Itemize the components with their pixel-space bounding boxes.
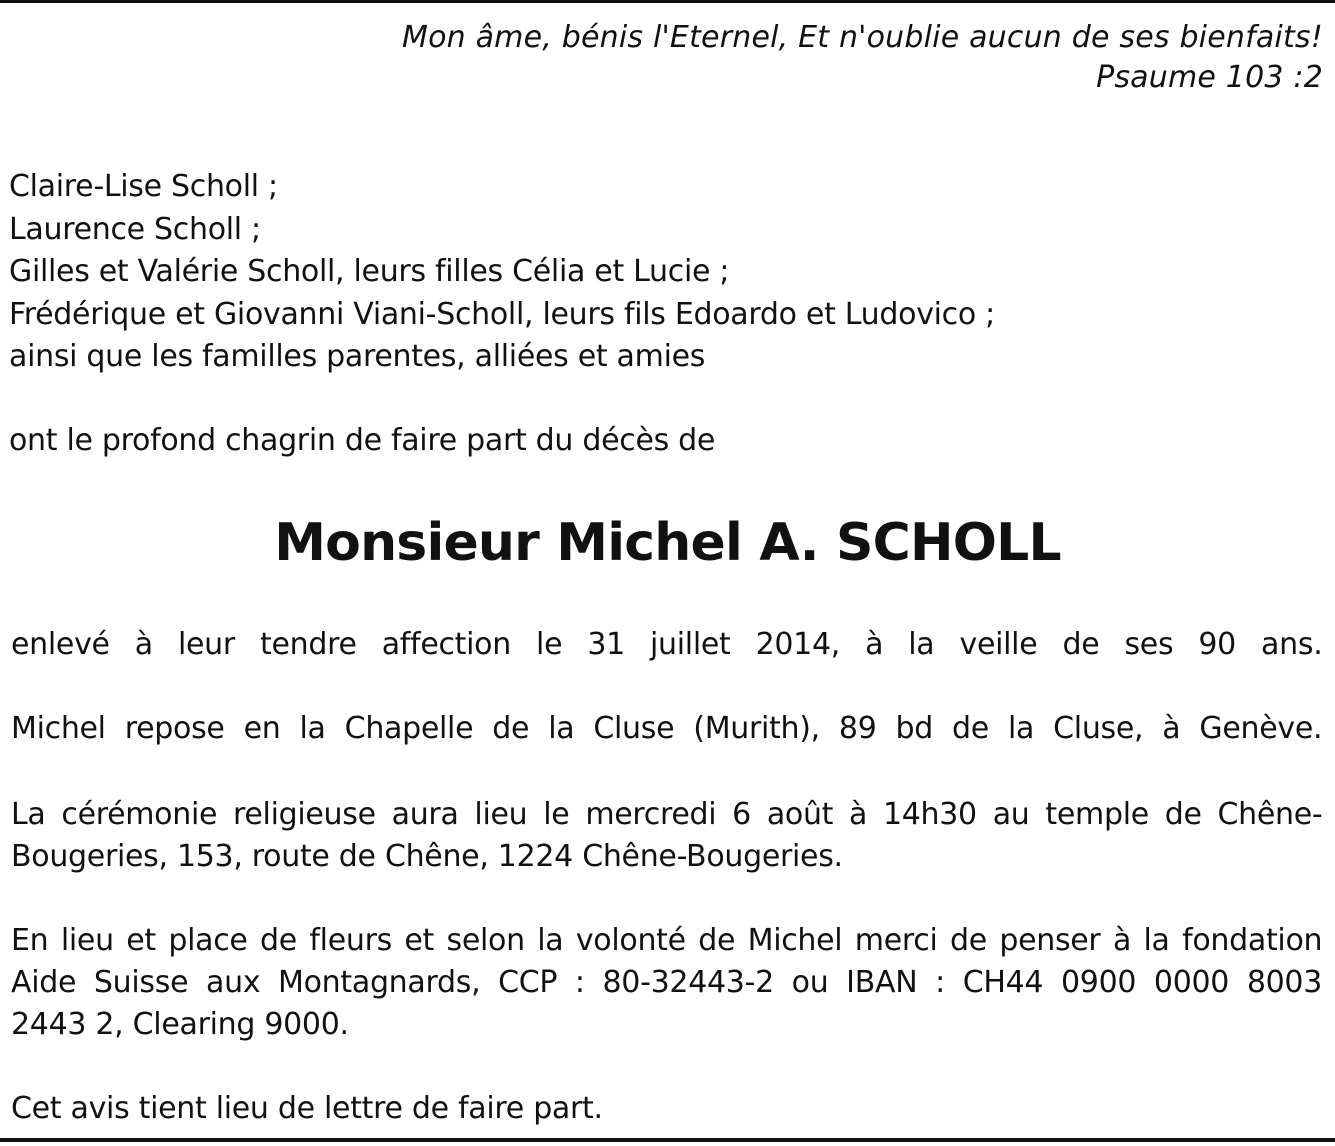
deceased-name: Monsieur Michel A. SCHOLL bbox=[274, 513, 1061, 573]
donation-line: 2443 2, Clearing 9000. bbox=[11, 1007, 349, 1042]
family-list bbox=[9, 166, 995, 379]
donation-line: Aide Suisse aux Montagnards, CCP : 80-32443-2 ou IBAN : CH44 0900 0000 8003 bbox=[11, 965, 1322, 1000]
rest-line: Michel repose en la Chapelle de la Cluse (Murith), 89 bd de la Cluse, à Genève. bbox=[11, 711, 1323, 746]
top-rule bbox=[0, 0, 1335, 3]
epigraph-quote: Mon âme, bénis l'Eternel, Et n'oublie aucun de ses bienfaits! bbox=[402, 20, 1323, 55]
rest-paragraph bbox=[11, 708, 1322, 750]
donation-paragraph bbox=[11, 920, 1322, 1046]
death-line: enlevé à leur tendre affection le 31 juillet 2014, à la veille de ses 90 ans. bbox=[11, 627, 1323, 662]
ceremony-paragraph bbox=[11, 794, 1322, 878]
epigraph-reference: Psaume 103 :2 bbox=[1096, 60, 1323, 95]
family-member: Frédérique et Giovanni Viani-Scholl, leurs fils Edoardo et Ludovico ; bbox=[9, 296, 995, 332]
donation-line: En lieu et place de fleurs et selon la volonté de Michel merci de penser à la fondation bbox=[11, 923, 1323, 958]
ceremony-line: La cérémonie religieuse aura lieu le mercredi 6 août à 14h30 au temple de Chêne- bbox=[11, 797, 1323, 832]
epigraph bbox=[402, 18, 1323, 98]
closing-paragraph bbox=[11, 1088, 1322, 1130]
ceremony-line: Bougeries, 153, route de Chêne, 1224 Chêne-Bougeries. bbox=[11, 839, 843, 874]
closing-line: Cet avis tient lieu de lettre de faire part. bbox=[11, 1091, 603, 1126]
family-member: Laurence Scholl ; bbox=[9, 211, 261, 247]
announcement-intro: ont le profond chagrin de faire part du décès de bbox=[9, 423, 716, 458]
family-member: Gilles et Valérie Scholl, leurs filles Célia et Lucie ; bbox=[9, 254, 730, 289]
death-paragraph bbox=[11, 624, 1322, 666]
family-member: ainsi que les familles parentes, alliées et amies bbox=[9, 339, 706, 374]
family-member: Claire-Lise Scholl ; bbox=[9, 169, 278, 204]
bottom-rule bbox=[0, 1138, 1335, 1142]
